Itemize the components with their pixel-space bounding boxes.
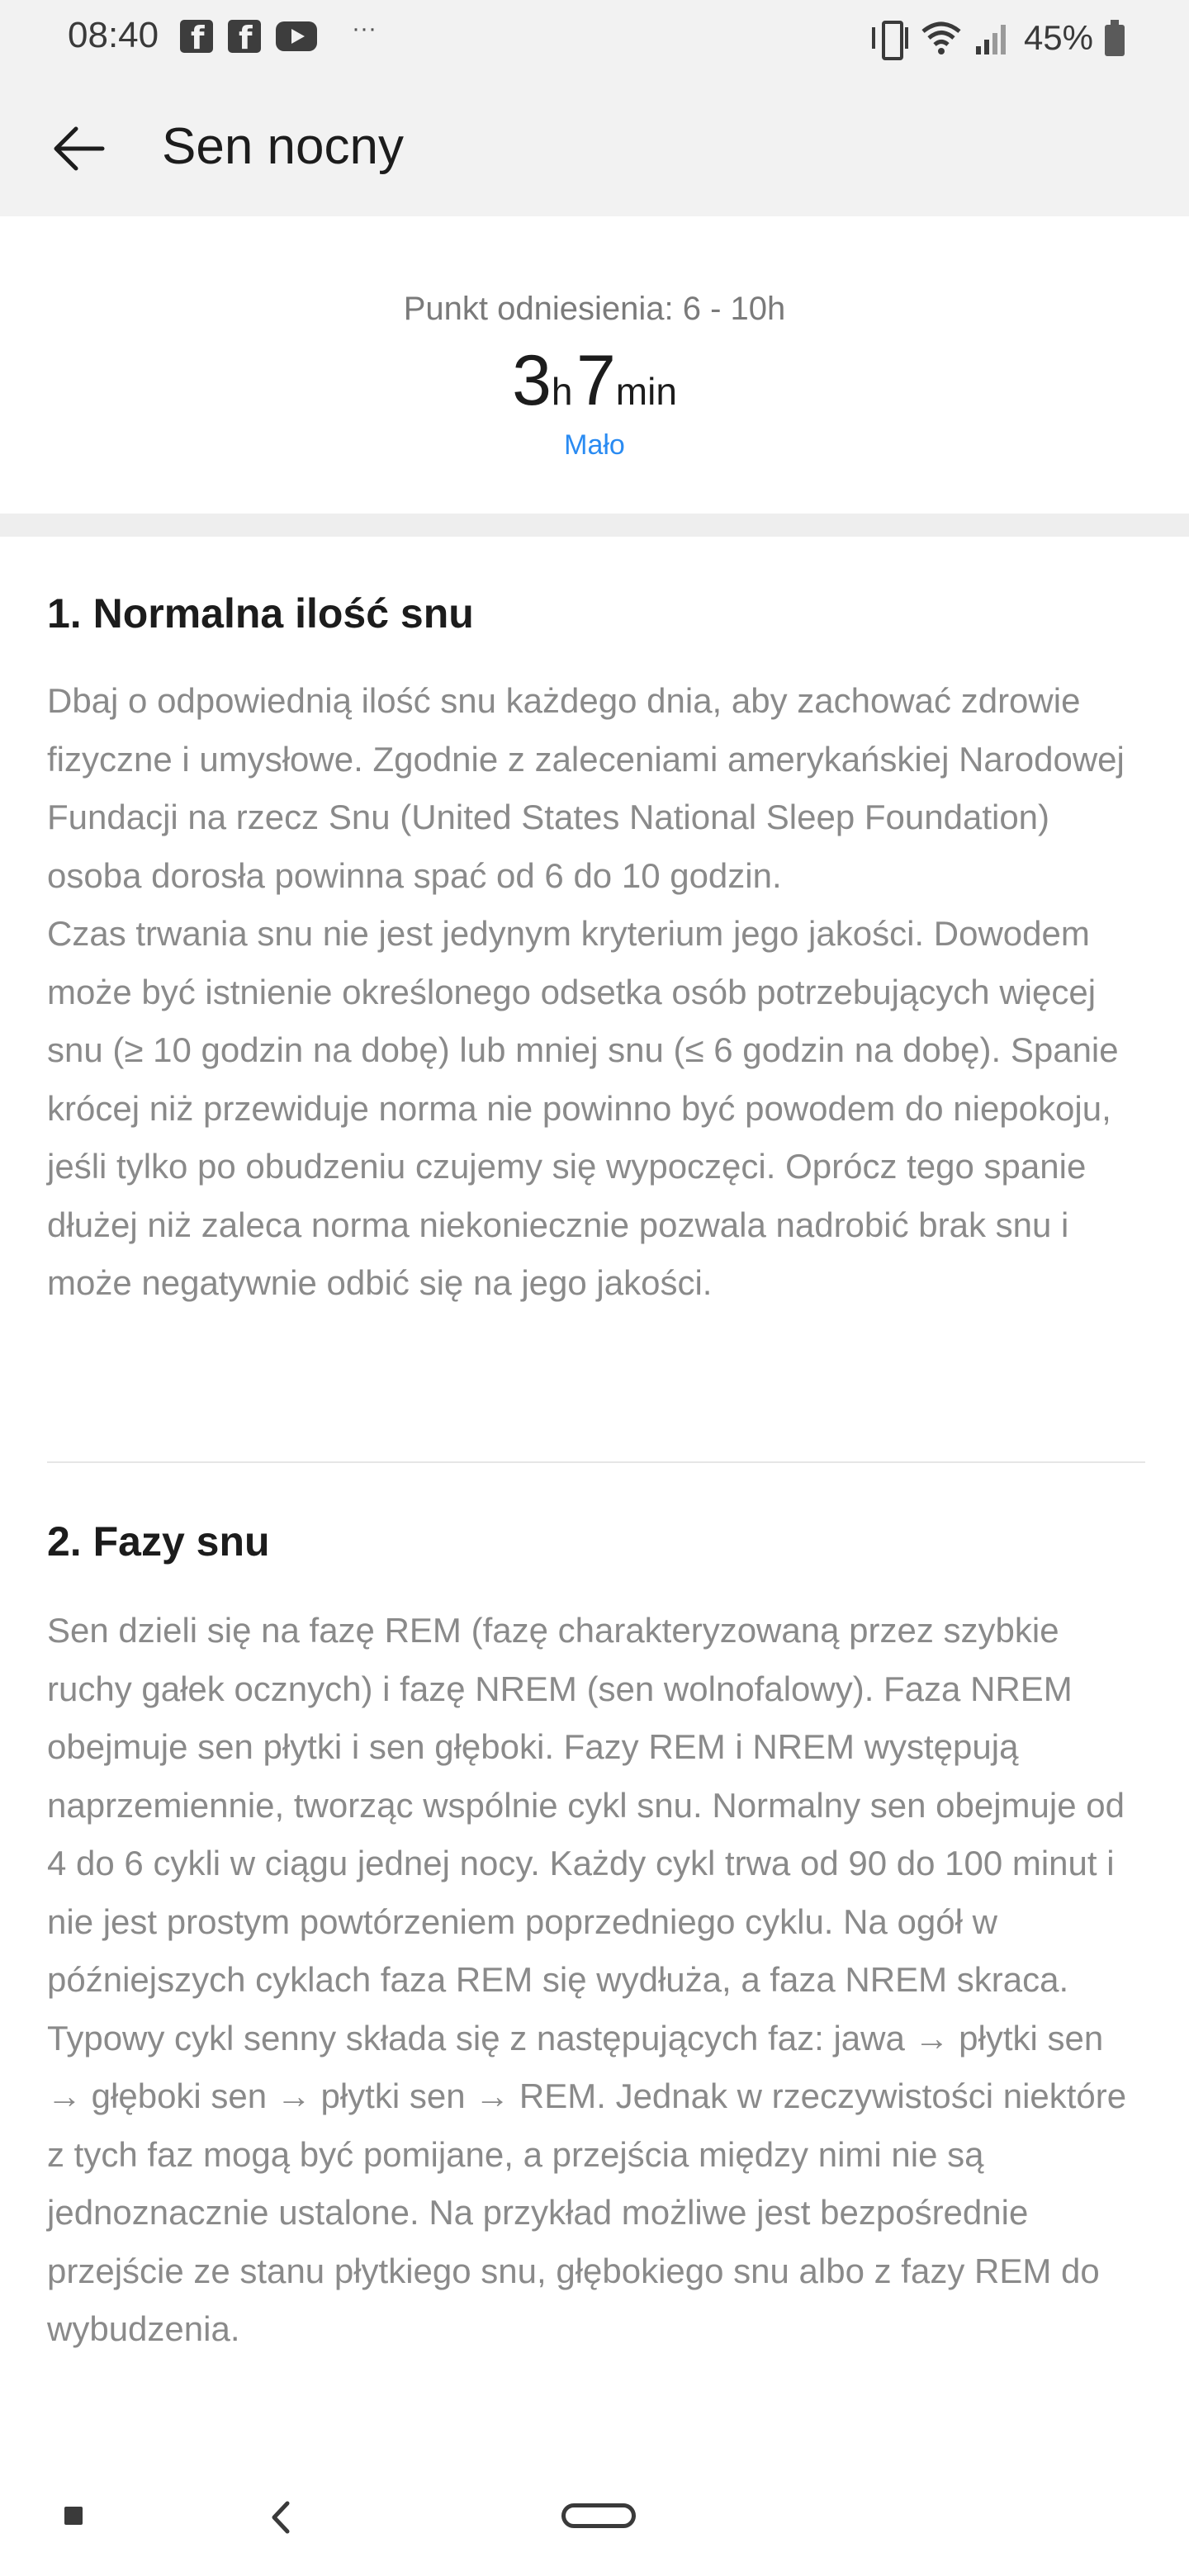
section-title: 1. Normalna ilość snu <box>47 590 474 637</box>
signal-icon <box>974 20 1012 56</box>
status-time: 08:40 <box>68 15 159 55</box>
duration-hours: 3 <box>512 341 552 420</box>
paragraph: Typowy cykl senny składa się z następujących faz: jawa → płytki sen → głęboki sen → płytki sen → REM. Jednak w rzeczywistości niektóre z tych faz mogą być pomijane, a przejścia między nimi nie są jednoznacznie ustalone. Na przykład możliwe jest bezpośrednie przejście ze stanu płytkiego snu, głębokiego snu albo z fazy REM do wybudzenia. <box>47 2018 1127 2348</box>
app-bar <box>0 79 1189 216</box>
quality-label: Mało <box>564 429 625 461</box>
wifi-icon <box>920 20 963 56</box>
system-nav-bar <box>0 2469 1189 2576</box>
paragraph: Czas trwania snu nie jest jedynym kryterium jego jakości. Dowodem może być istnienie określonego odsetka osób potrzebujących więcej snu (≥ 10 godzin na dobę) lub mniej snu (≤ 6 godzin na dobę). Spanie krócej niż przewiduje norma nie powinno być powodem do niepokoju, jeśli tylko po obudzeniu czujemy się wypoczęci. Oprócz tego spanie dłużej niż zaleca norma niekoniecznie pozwala nadrobić brak snu i może negatywnie odbić się na jego jakości. <box>47 914 1119 1302</box>
hours-unit: h <box>551 370 573 413</box>
divider <box>47 1461 1145 1463</box>
notification-icons <box>180 20 317 53</box>
battery-icon <box>1105 20 1125 56</box>
facebook-icon <box>180 20 213 53</box>
duration-minutes: 7 <box>576 341 616 420</box>
recents-square-icon[interactable] <box>64 2507 83 2525</box>
facebook-icon <box>228 20 261 53</box>
reference-range: Punkt odniesienia: 6 - 10h <box>403 291 786 327</box>
minutes-unit: min <box>615 370 677 413</box>
section-divider <box>0 514 1189 537</box>
section-body <box>47 1602 1145 2359</box>
back-button[interactable] <box>46 116 112 182</box>
nav-back-icon[interactable] <box>264 2498 297 2536</box>
system-indicators <box>872 18 1125 58</box>
overflow-dots: ··· <box>352 15 377 42</box>
section-title: 2. Fazy snu <box>47 1518 270 1565</box>
sleep-summary <box>0 216 1189 514</box>
status-bar <box>0 0 1189 79</box>
section-body <box>47 672 1145 1313</box>
paragraph: Sen dzieli się na fazę REM (fazę charakteryzowaną przez szybkie ruchy gałek ocznych) i fazę NREM (sen wolnofalowy). Faza NREM obejmuje sen płytki i sen głęboki. Fazy REM i NREM występują naprzemiennie, tworząc wspólnie cykl snu. Normalny sen obejmuje od 4 do 6 cykli w ciągu jednej nocy. Każdy cykl trwa od 90 do 100 minut i nie jest prostym powtórzeniem poprzedniego cyklu. Na ogół w późniejszych cyklach faza REM się wydłuża, a faza NREM skraca. <box>47 1611 1125 1999</box>
battery-percent: 45% <box>1023 18 1093 57</box>
page-title: Sen nocny <box>162 118 404 175</box>
vibrate-icon <box>872 19 908 57</box>
paragraph: Dbaj o odpowiednią ilość snu każdego dnia, aby zachować zdrowie fizyczne i umysłowe. Zgodnie z zaleceniami amerykańskiej Narodowej Fundacji na rzecz Snu (United States National Sleep Foundation) osoba dorosła powinna spać od 6 do 10 godzin. <box>47 681 1125 895</box>
arrow-left-icon <box>46 116 112 182</box>
home-pill-icon[interactable] <box>561 2503 636 2528</box>
sleep-duration <box>0 340 1189 422</box>
youtube-icon <box>276 21 317 51</box>
